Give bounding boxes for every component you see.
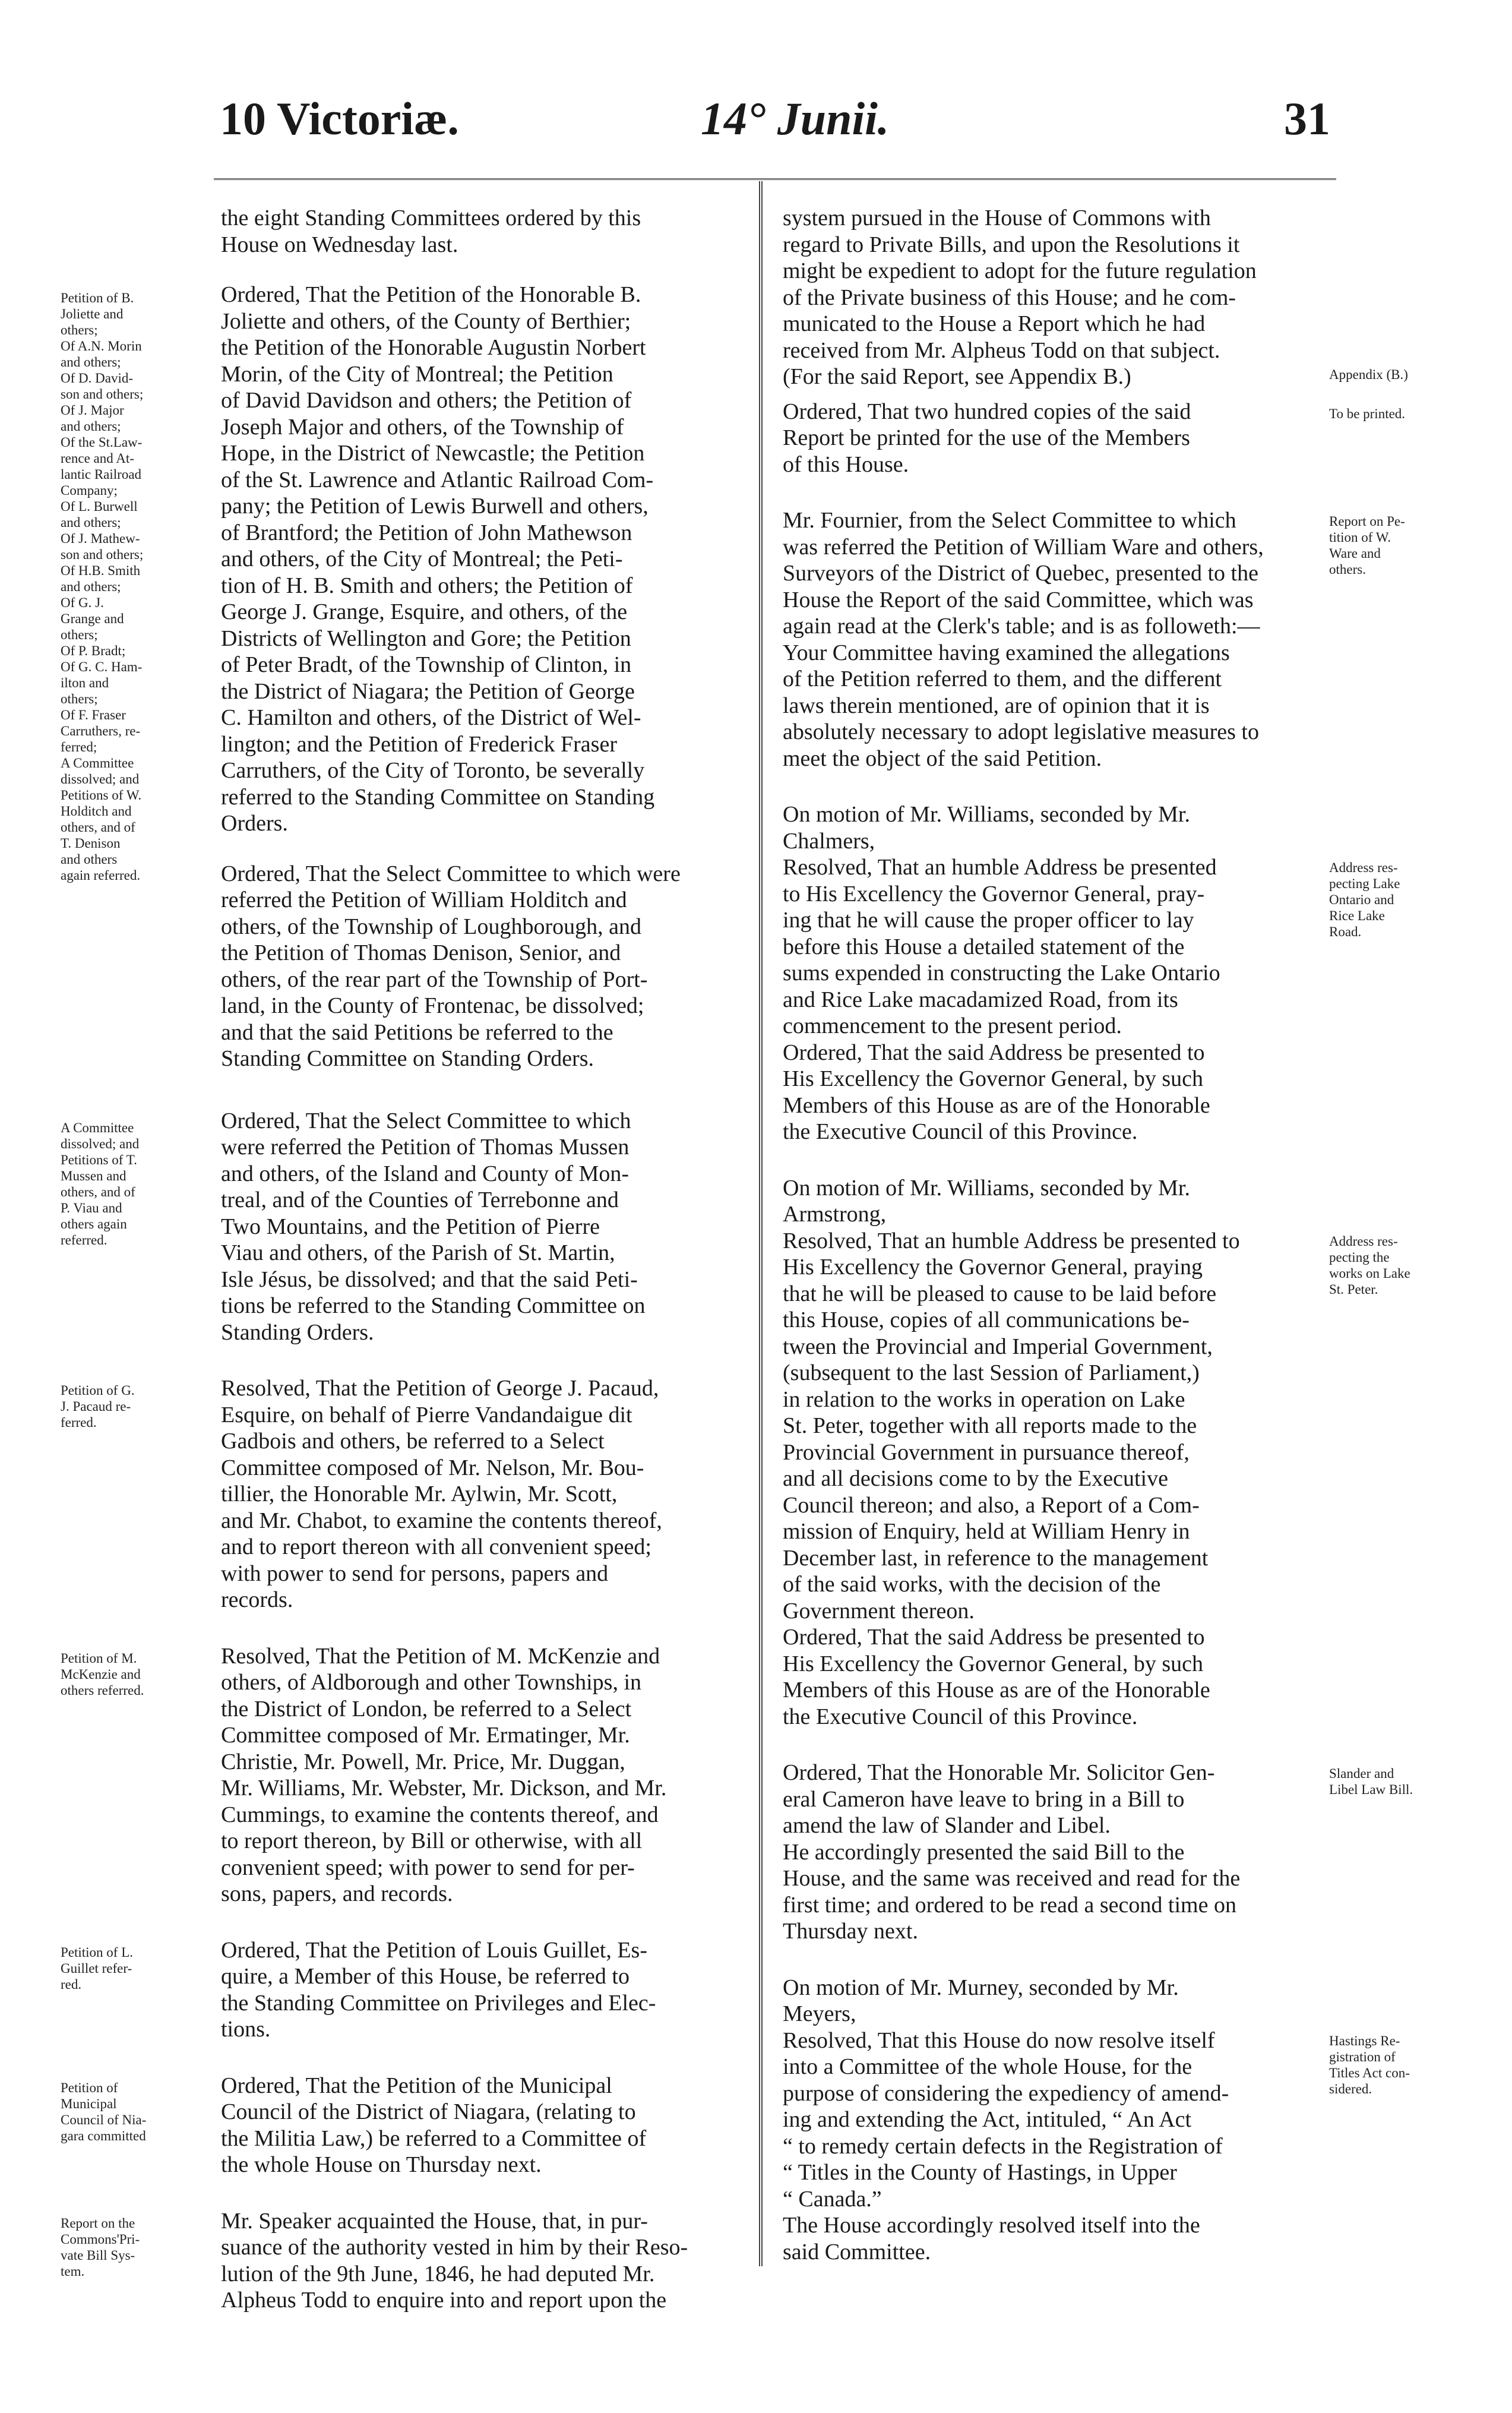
left-column [61, 205, 742, 2314]
paragraph [61, 1108, 742, 1346]
paragraph-text: On motion of Mr. Williams, seconded by Mr. Chalmers, Resolved, That an humble Address be presented to His Excellency the Governor General, pray- ing that he will cause the proper officer to lay before this House a detailed statement of the sums expended in constructing the Lake Ontario and Rice Lake macadamized Road, from its commencement to the present period. Ordered, That the said Address be presented to His Excellency the Governor General, by such Members of this House as are of the Honorable the Executive Council of this Province. [783, 802, 1220, 1144]
date-heading: 14° Junii. [701, 93, 890, 144]
paragraph-text: Mr. Fournier, from the Select Committee to which was referred the Petition of William Ware and others, Surveyors of the District of Quebec, presented to the House the Report of the said Committee, which was again read at the Clerk's table; and is as followeth:— Your Committee having examined the allegations of the Petition referred to them, and the different laws therein mentioned, are of opinion that it is absolutely necessary to adopt legislative measures to meet the object of the said Petition. [783, 508, 1264, 771]
margin-note: Report on Pe- tition of W. Ware and others. [1329, 514, 1405, 577]
paragraph [61, 282, 742, 883]
paragraph [221, 205, 742, 258]
paragraph-text: Mr. Speaker acquainted the House, that, in pur- suance of the authority vested in him by their Reso- lution of the 9th June, 1846, he had deputed Mr. Alpheus Todd to enquire into and report upon the [221, 2208, 688, 2313]
regnal-year: 10 Victoriæ. [220, 93, 459, 144]
margin-note: Appendix (B.) [1329, 367, 1408, 382]
right-column [783, 205, 1413, 2265]
paragraph-text: Ordered, That the Select Committee to which were referred the Petition of Thomas Mussen and others, of the Island and County of Mon- treal, and of the Counties of Terrebonne and Two Mountains, and the Petition of Pierre Viau and others, of the Parish of St. Martin, Isle Jésus, be dissolved; and that the said Peti- tions be referred to the Standing Committee on Standing Orders. [221, 1108, 646, 1345]
paragraph [783, 205, 1408, 390]
margin-note: Petition of G. J. Pacaud re- ferred. [61, 1383, 135, 1430]
margin-note: Petition of M. McKenzie and others referred. [61, 1650, 144, 1698]
paragraph-text: Ordered, That the Petition of Louis Guillet, Es- quire, a Member of this House, be referred to the Standing Committee on Privileges and Elec- tions. [221, 1937, 656, 2042]
paragraph-text: Resolved, That the Petition of George J. Pacaud, Esquire, on behalf of Pierre Vandandaigue dit Gadbois and others, be referred to a Select Committee composed of Mr. Nelson, Mr. Bou- tillier, the Honorable Mr. Aylwin, Mr. Scott, and Mr. Chabot, to examine the contents thereof, and to report thereon with all convenient speed; with power to send for persons, papers and records. [221, 1376, 662, 1612]
paragraph-text: system pursued in the House of Commons with regard to Private Bills, and upon the Resolutions it might be expedient to adopt for the future regulation of the Private business of this House; and he com- municated to the House a Report which he had received from Mr. Alpheus Todd on that subject. (For the said Report, see Appendix B.) [783, 206, 1257, 389]
paragraph-text: Ordered, That the Petition of the Honorable B. Joliette and others, of the County of Berthier; the Petition of the Honorable Augustin Norbert Morin, of the City of Montreal; the Petition of David Davidson and others; the Petition of Joseph Major and others, of the Township of Hope, in the District of Newcastle; the Petition of the St. Lawrence and Atlantic Railroad Com- pany; the Petition of Lewis Burwell and others, of Brantford; the Petition of John Mathewson and others, of the City of Montreal; the Peti- tion of H. B. Smith and others; the Petition of George J. Grange, Esquire, and others, of the Districts of Wellington and Gore; the Petition of Peter Bradt, of the Township of Clinton, in the District of Niagara; the Petition of George C. Hamilton and others, of the District of Wel- lington; and the Petition of Frederick Fraser Carruthers, of the City of Toronto, be severally referred to the Standing Committee on Standing Orders. [221, 282, 655, 836]
column-divider [759, 181, 763, 2266]
paragraph [783, 1175, 1410, 1730]
paragraph [221, 861, 742, 1072]
paragraph [783, 1760, 1413, 1945]
paragraph [61, 1375, 742, 1613]
margin-note: Hastings Re- gistration of Titles Act con- sidered. [1329, 2033, 1410, 2096]
margin-note: Petition of Municipal Council of Nia- gara committed [61, 2080, 147, 2143]
paragraph [61, 2073, 742, 2178]
margin-note: Slander and Libel Law Bill. [1329, 1766, 1413, 1797]
paragraph [61, 1937, 742, 2043]
paragraph-text: Ordered, That the Petition of the Municipal Council of the District of Niagara, (relating to the Militia Law,) be referred to a Committee of the whole House on Thursday next. [221, 2073, 647, 2177]
margin-note: Address res- pecting the works on Lake St. Peter. [1329, 1233, 1410, 1297]
margin-note: Address res- pecting Lake Ontario and Rice Lake Road. [1329, 860, 1400, 939]
paragraph [783, 507, 1405, 772]
paragraph-text: the eight Standing Committees ordered by this House on Wednesday last. [221, 206, 641, 257]
paragraph-text: Resolved, That the Petition of M. McKenzie and others, of Aldborough and other Townships, in the District of London, be referred to a Select Committee composed of Mr. Ermatinger, Mr. Christie, Mr. Powell, Mr. Price, Mr. Duggan, Mr. Williams, Mr. Webster, Mr. Dickson, and Mr. Cummings, to examine the contents thereof, and to report thereon, by Bill or otherwise, with all convenient speed; with power to send for per- sons, papers, and records. [221, 1643, 667, 1906]
header-rule [214, 178, 1336, 180]
paragraph [61, 1643, 742, 1907]
paragraph [61, 2208, 742, 2314]
paragraph [783, 801, 1400, 1145]
page-header [214, 89, 1336, 149]
paragraph-text: On motion of Mr. Williams, seconded by Mr. Armstrong, Resolved, That an humble Address be presented to His Excellency the Governor General, praying that he will be pleased to cause to be laid before this House, copies of all communications be- tween the Provincial and Imperial Government, (subsequent to the last Session of Parliament,) in relation to the works in operation on Lake St. Peter, together with all reports made to the Provincial Government in pursuance thereof, and all decisions come to by the Executive Council thereon; and also, a Report of a Com- mission of Enquiry, held at William Henry in December last, in reference to the management of the said works, with the decision of the Government thereon. Ordered, That the said Address be presented to His Excellency the Governor General, by such Members of this House as are of the Honorable the Executive Council of this Province. [783, 1175, 1240, 1729]
paragraph-text: Ordered, That the Select Committee to which were referred the Petition of William Holditch and others, of the Township of Loughborough, and the Petition of Thomas Denison, Senior, and others, of the rear part of the Township of Port- land, in the County of Frontenac, be dissolved; and that the said Petitions be referred to the Standing Committee on Standing Orders. [221, 861, 681, 1071]
page-number: 31 [1284, 93, 1330, 144]
paragraph-text: Ordered, That the Honorable Mr. Solicitor Gen- eral Cameron have leave to bring in a Bill to amend the law of Slander and Libel. He accordingly presented the said Bill to the House, and the same was received and read for the first time; and ordered to be read a second time on Thursday next. [783, 1760, 1241, 1944]
paragraph [783, 1975, 1410, 2266]
paragraph-text: On motion of Mr. Murney, seconded by Mr. Meyers, Resolved, That this House do now resolve itself into a Committee of the whole House, for the purpose of considering the expediency of amend- ing and extending the Act, intituled, “ An Act “ to remedy certain defects in the Registration of “ Titles in the County of Hastings, in Upper “ Canada.” The House accordingly resolved itself into the said Committee. [783, 1975, 1229, 2264]
margin-note: Petition of L. Guillet refer- red. [61, 1944, 134, 1992]
paragraph-text: Ordered, That two hundred copies of the said Report be printed for the use of the Members of this House. [783, 399, 1191, 477]
margin-note: To be printed. [1329, 406, 1406, 421]
margin-note: Petition of B. Joliette and others; Of A.N. Morin and others; Of D. David- son and others; Of J. Major and others; Of the St.Law- rence and At- lantic Railroad Company; Of L. Burwell and others; Of J. Mathew- son and others; Of H.B. Smith and others; Of G. J. Grange and others; Of P. Bradt; Of G. C. Ham- ilton and others; Of F. Fraser Carruthers, re- ferred; A Committee dissolved; and Petitions of W. Holditch and others, and of T. Denison and others again referred. [61, 290, 144, 883]
paragraph [783, 399, 1406, 478]
margin-note: A Committee dissolved; and Petitions of T. Mussen and others, and of P. Viau and others again referred. [61, 1120, 140, 1247]
margin-note: Report on the Commons'Pri- vate Bill Sys- tem. [61, 2215, 140, 2279]
